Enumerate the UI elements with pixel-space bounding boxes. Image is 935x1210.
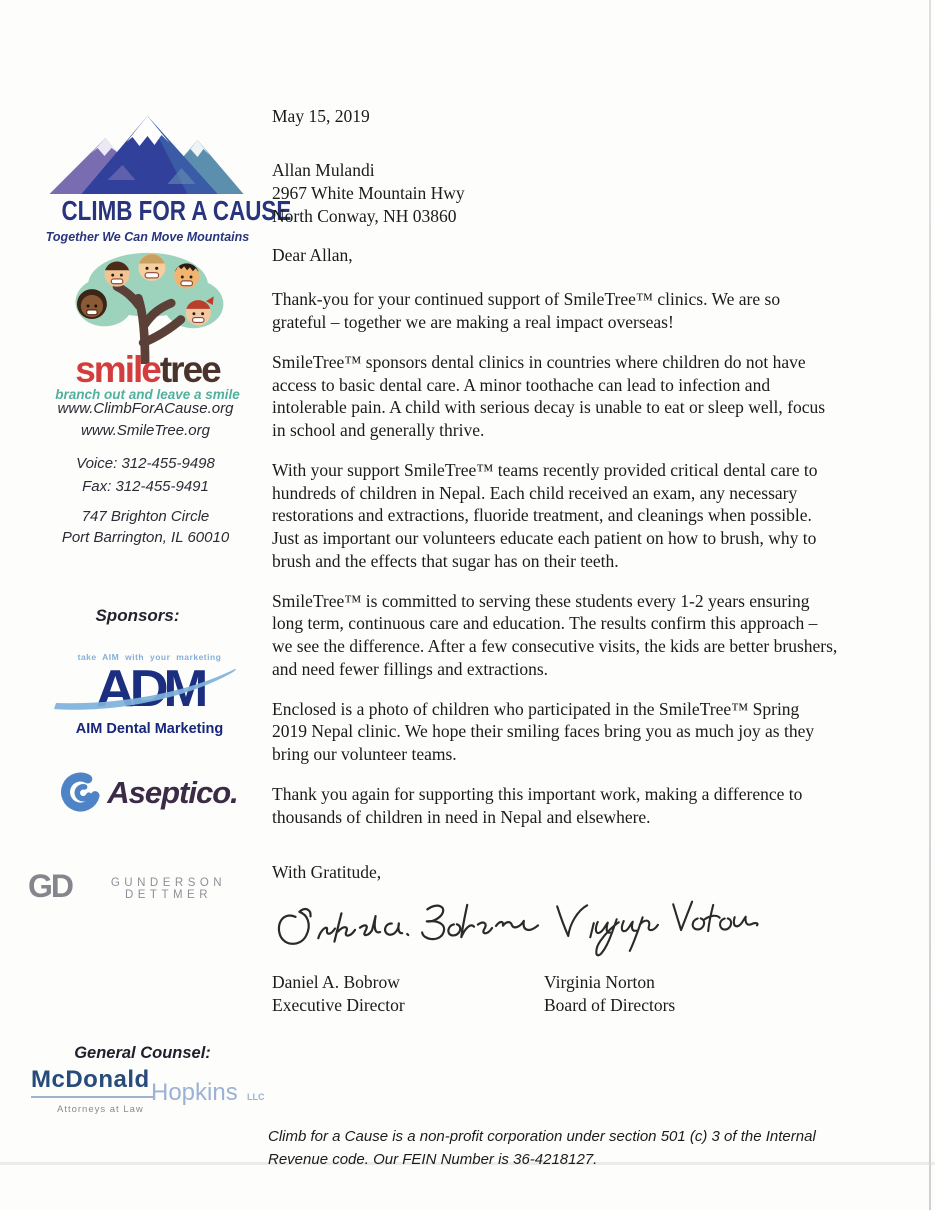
closing-line: With Gratitude,: [272, 862, 382, 883]
smiletree-word-smile: smile: [75, 349, 160, 390]
child-face-3: [174, 263, 199, 288]
aseptico-company-name: Aseptico.: [107, 775, 238, 810]
paragraph-6: Thank you again for supporting this important work, making a difference to thousands of children in need in Nepal and elsewhere.: [272, 783, 803, 827]
recipient-name: Allan Mulandi: [272, 160, 375, 180]
paragraph-4: SmileTree™ is committed to serving these students every 1-2 years ensuring long term, continuous care and education. The results confirm this approach – we see the difference. After a few consecutive visits, the kids are better brushers, and need fewer fillings and extractions.: [272, 590, 838, 679]
aseptico-swirl-icon: [57, 770, 105, 816]
paragraph-5: Enclosed is a photo of children who participated in the SmileTree™ Spring 2019 Nepal clinic. We hope their smiling faces bring you as much joy as they bring our volunteer teams.: [272, 698, 815, 764]
recipient-city: North Conway, NH 03860: [272, 205, 457, 226]
attorneys-at-law-subtitle: Attorneys at Law: [57, 1104, 144, 1115]
mcdonald-word: McDonald: [31, 1066, 150, 1093]
signature-daniel-a-bobrow-image: [272, 889, 544, 967]
child-face-2: [138, 254, 165, 281]
voice-number: Voice: 312-455-9498: [76, 455, 215, 472]
signer-title: Board of Directors: [544, 995, 676, 1015]
mountains-icon: [45, 110, 250, 196]
signer-virginia: [544, 971, 675, 1017]
scan-edge-artifact: [929, 0, 931, 1210]
child-face-4: [76, 289, 106, 319]
smiletree-word-tree: tree: [159, 349, 220, 390]
sponsors-heading: Sponsors:: [95, 606, 180, 625]
address-street: 747 Brighton Circle: [81, 508, 210, 525]
website-urls: [28, 398, 263, 442]
adm-swoosh-icon: [52, 663, 247, 721]
address-city: Port Barrington, IL 60010: [61, 529, 230, 546]
phone-numbers: [28, 452, 263, 499]
adm-wordmark: [52, 660, 247, 721]
signer-name: Daniel A. Bobrow: [272, 972, 400, 993]
climb-logo-title: CLIMB FOR A CAUSE: [61, 195, 292, 226]
smiletree-tagline: branch out and leave a smile: [55, 386, 240, 402]
climb-logo-tagline: Together We Can Move Mountains: [45, 230, 250, 244]
paragraph-1: Thank-you for your continued support of SmileTree™ clinics. We are so grateful – together we are making a real impact overseas!: [272, 289, 781, 332]
smiletree-logo: [45, 248, 250, 402]
smiletree-tree-icon: [48, 248, 248, 364]
signer-daniel: [272, 971, 544, 1017]
fax-number: Fax: 312-455-9491: [82, 478, 209, 496]
letter-body: [272, 0, 838, 1017]
website-url-smiletree: www.SmileTree.org: [81, 421, 210, 439]
smiletree-wordmark: [45, 349, 250, 390]
recipient-block: [272, 159, 838, 227]
nonprofit-footer-note: Climb for a Cause is a non-profit corporation under section 501 (c) 3 of the Internal Revenue code. Our FEIN Number is 36-4218127.: [268, 1128, 816, 1168]
signer-title: Executive Director: [272, 995, 405, 1015]
letter-date: May 15, 2019: [272, 106, 370, 126]
gunderson-company-name: GUNDERSON DETTMER: [110, 877, 227, 901]
hopkins-word: Hopkins: [151, 1079, 238, 1106]
adm-company-name: AIM Dental Marketing: [75, 721, 224, 737]
gd-initials: GD: [28, 868, 72, 904]
adm-tagline: take AIM with your marketing: [77, 652, 222, 662]
aim-dental-marketing-logo: [52, 652, 247, 737]
salutation: Dear Allan,: [272, 245, 353, 266]
signature-virginia-norton-image: [544, 889, 764, 967]
signer-name: Virginia Norton: [544, 972, 655, 993]
paragraph-3: With your support SmileTree™ teams recently provided critical dental care to hundreds of children in Nepal. Each child received an exam, any necessary restorations and extractions, fluoride treatment, and cleanings when possible. Just as important our volunteers educate each patient on how to brush, why to brush and the effects that sugar has on their teeth.: [272, 459, 818, 571]
climb-for-a-cause-logo: [40, 110, 292, 244]
llc-suffix: LLC: [247, 1092, 265, 1102]
mailing-address: [28, 506, 263, 548]
mcdonald-hopkins-logo: [25, 1066, 265, 1128]
aseptico-logo: [40, 770, 255, 816]
child-face-1: [104, 261, 129, 286]
signatures-row: [272, 889, 838, 969]
paragraph-2: SmileTree™ sponsors dental clinics in countries where children do not have access to basic dental care. A minor toothache can lead to infection and intolerable pain. A child with serious decay is unable to eat or sleep well, focus in school and generally thrive.: [272, 351, 826, 440]
mcdonald-hopkins-rule: [31, 1096, 155, 1098]
recipient-street: 2967 White Mountain Hwy: [272, 182, 465, 203]
general-counsel-heading: General Counsel:: [74, 1044, 211, 1062]
signers-row: [272, 971, 838, 1017]
gunderson-dettmer-logo: [28, 870, 253, 902]
website-url-climb: www.ClimbForACause.org: [57, 400, 234, 417]
adm-initials: ADM: [95, 660, 204, 718]
